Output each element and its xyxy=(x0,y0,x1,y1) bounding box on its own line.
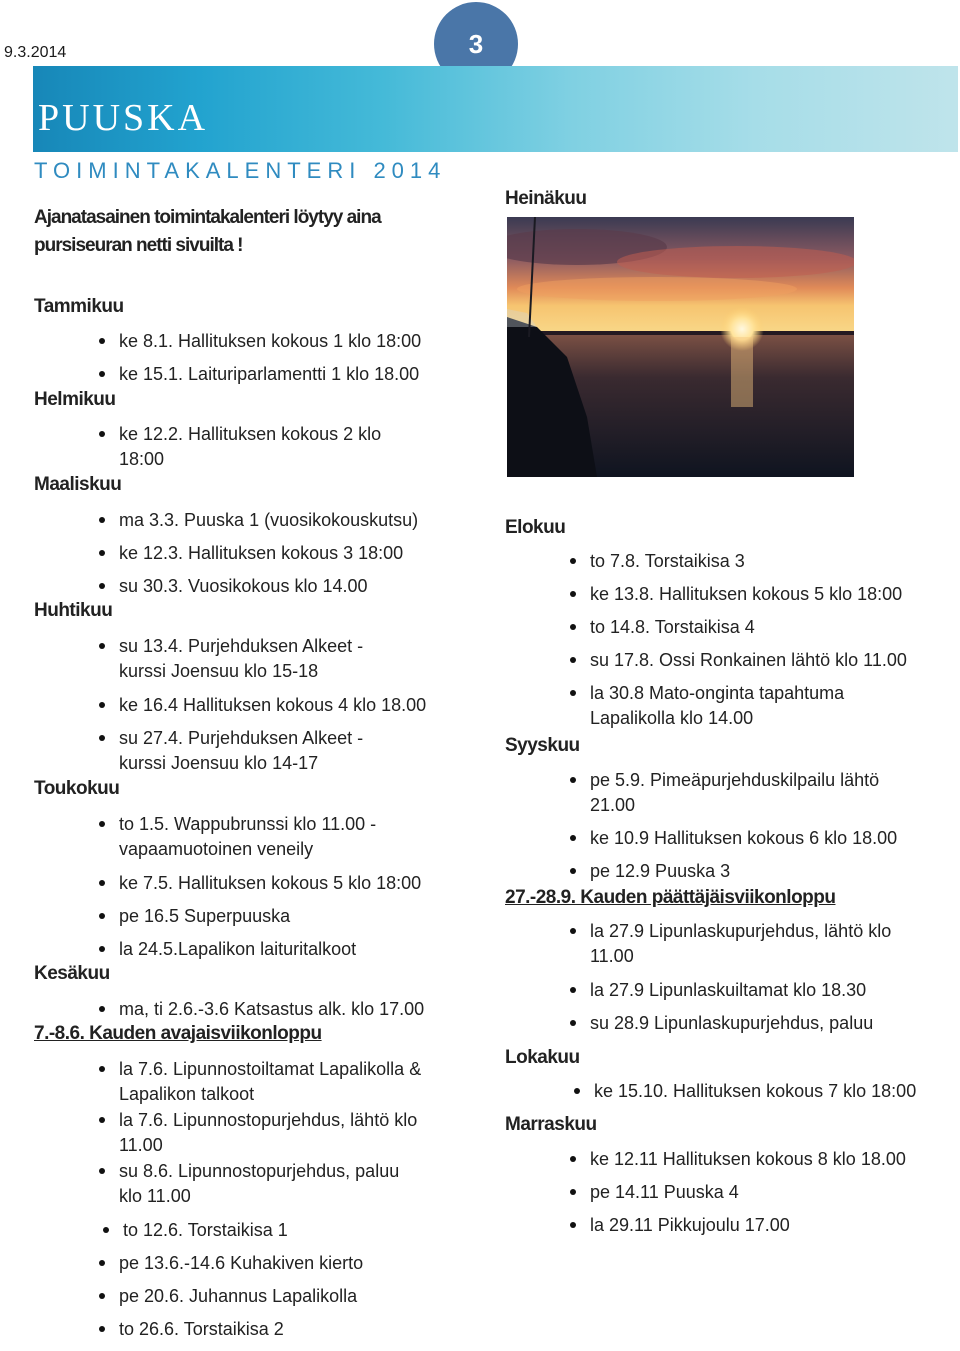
list-item: to 12.6. Torstaikisa 1 xyxy=(123,1218,443,1243)
list-item: ke 8.1. Hallituksen kokous 1 klo 18:00 xyxy=(119,329,439,354)
list-item: ke 16.4 Hallituksen kokous 4 klo 18.00 xyxy=(119,693,439,718)
list-item: la 27.9 Lipunlaskuiltamat klo 18.30 xyxy=(590,978,920,1003)
list-item: su 30.3. Vuosikokous klo 14.00 xyxy=(119,574,439,599)
list-item: ke 15.1. Laituriparlamentti 1 klo 18.00 xyxy=(119,362,439,387)
season-closing-heading: 27.-28.9. Kauden päättäjäisviikonloppu xyxy=(505,887,836,908)
newsletter-title: PUUSKA xyxy=(38,97,209,139)
list-item: to 14.8. Torstaikisa 4 xyxy=(590,615,920,640)
list-item: pe 5.9. Pimeäpurjehduskilpailu lähtö 21.00 xyxy=(590,768,890,818)
list-item: la 7.6. Lipunnostoiltamat Lapalikolla & Lapalikon talkoot xyxy=(119,1057,429,1107)
month-heading-tammikuu: Tammikuu xyxy=(34,296,124,317)
sunset-photo xyxy=(507,217,854,477)
list-item: ke 12.11 Hallituksen kokous 8 klo 18.00 xyxy=(590,1147,920,1172)
list-item: pe 20.6. Juhannus Lapalikolla xyxy=(119,1284,439,1309)
list-item: su 27.4. Purjehduksen Alkeet -kurssi Joensuu klo 14-17 xyxy=(119,726,409,776)
list-item: la 7.6. Lipunnostopurjehdus, lähtö klo 11.00 xyxy=(119,1108,429,1158)
list-item: la 24.5.Lapalikon laituritalkoot xyxy=(119,937,439,962)
month-heading-lokakuu: Lokakuu xyxy=(505,1047,580,1068)
list-item: ma 3.3. Puuska 1 (vuosikokouskutsu) xyxy=(119,508,439,533)
month-heading-helmikuu: Helmikuu xyxy=(34,389,116,410)
page-date: 9.3.2014 xyxy=(4,44,67,61)
list-item: su 8.6. Lipunnostopurjehdus, paluu klo 11.00 xyxy=(119,1159,409,1209)
month-heading-toukokuu: Toukokuu xyxy=(34,778,120,799)
photo-caption-heinakuu: Heinäkuu xyxy=(505,188,587,209)
list-item: pe 16.5 Superpuuska xyxy=(119,904,439,929)
list-item: ke 12.2. Hallituksen kokous 2 klo 18:00 xyxy=(119,422,389,472)
list-item: pe 13.6.-14.6 Kuhakiven kierto xyxy=(119,1251,439,1276)
list-item: ke 10.9 Hallituksen kokous 6 klo 18.00 xyxy=(590,826,920,851)
list-item: ke 13.8. Hallituksen kokous 5 klo 18:00 xyxy=(590,582,920,607)
list-item: ma, ti 2.6.-3.6 Katsastus alk. klo 17.00 xyxy=(119,997,439,1022)
list-item: ke 15.10. Hallituksen kokous 7 klo 18:00 xyxy=(594,1079,924,1104)
list-item: to 7.8. Torstaikisa 3 xyxy=(590,549,920,574)
list-item: to 26.6. Torstaikisa 2 xyxy=(119,1317,439,1342)
list-item: la 27.9 Lipunlaskupurjehdus, lähtö klo 11.00 xyxy=(590,919,900,969)
month-heading-maaliskuu: Maaliskuu xyxy=(34,474,122,495)
month-heading-syyskuu: Syyskuu xyxy=(505,735,580,756)
list-item: la 30.8 Mato-onginta tapahtuma Lapalikolla klo 14.00 xyxy=(590,681,880,731)
list-item: la 29.11 Pikkujoulu 17.00 xyxy=(590,1213,920,1238)
list-item: su 17.8. Ossi Ronkainen lähtö klo 11.00 xyxy=(590,648,920,673)
intro-text: Ajanatasainen toimintakalenteri löytyy aina pursiseuran netti sivuilta ! xyxy=(34,207,381,256)
month-heading-elokuu: Elokuu xyxy=(505,517,566,538)
page-number-badge: 3 xyxy=(434,2,518,86)
month-heading-huhtikuu: Huhtikuu xyxy=(34,600,113,621)
month-heading-marraskuu: Marraskuu xyxy=(505,1114,597,1135)
list-item: to 1.5. Wappubrunssi klo 11.00 - vapaamuotoinen veneily xyxy=(119,812,389,862)
list-item: ke 7.5. Hallituksen kokous 5 klo 18:00 xyxy=(119,871,439,896)
list-item: ke 12.3. Hallituksen kokous 3 18:00 xyxy=(119,541,439,566)
month-heading-kesakuu: Kesäkuu xyxy=(34,963,110,984)
list-item: su 28.9 Lipunlaskupurjehdus, paluu xyxy=(590,1011,920,1036)
list-item: pe 12.9 Puuska 3 xyxy=(590,859,920,884)
list-item: su 13.4. Purjehduksen Alkeet -kurssi Joensuu klo 15-18 xyxy=(119,634,409,684)
page-subtitle: TOIMINTAKALENTERI 2014 xyxy=(34,158,447,183)
season-opening-heading: 7.-8.6. Kauden avajaisviikonloppu xyxy=(34,1023,322,1044)
list-item: pe 14.11 Puuska 4 xyxy=(590,1180,920,1205)
